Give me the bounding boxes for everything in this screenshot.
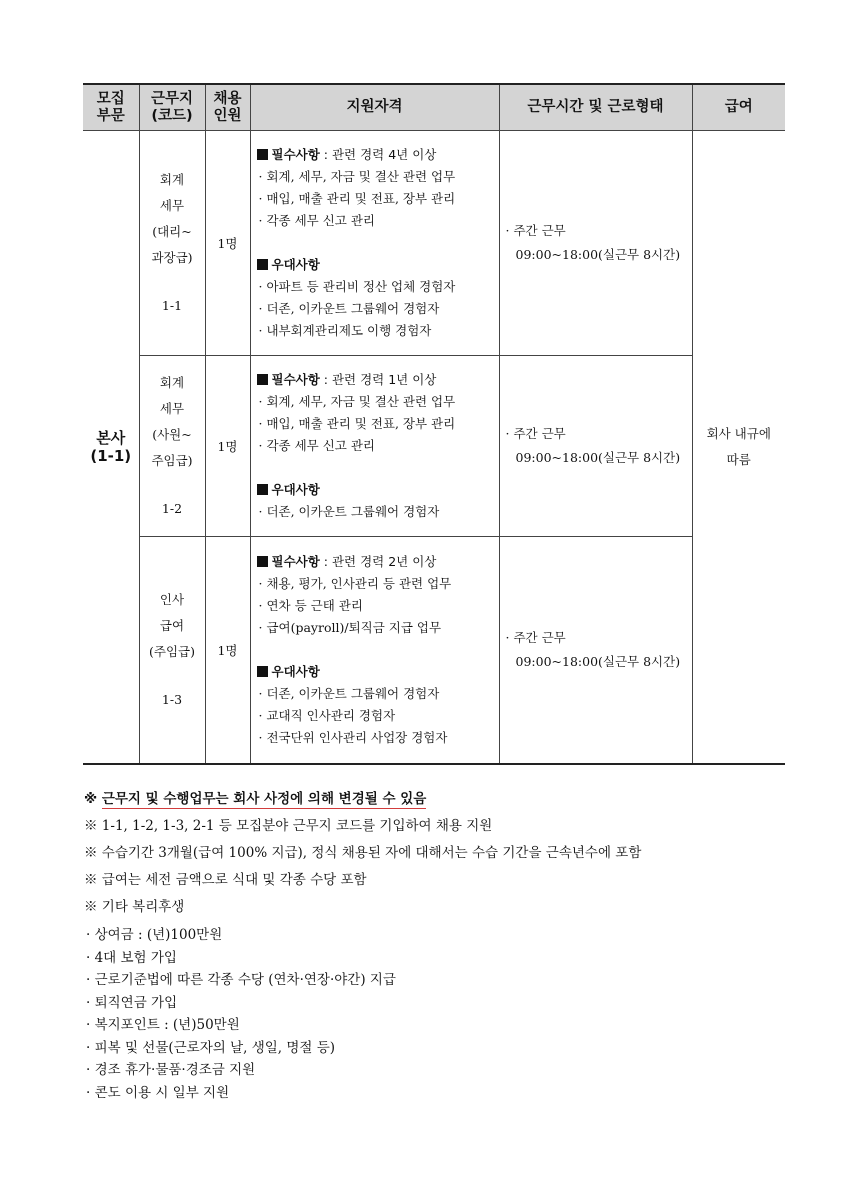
pay-cell: 회사 내규에 따름 bbox=[692, 131, 785, 764]
square-bullet-icon bbox=[257, 666, 268, 677]
list-item: · 상여금 : (년)100만원 bbox=[86, 927, 223, 943]
recruitment-table bbox=[83, 83, 785, 765]
preferred-heading: 우대사항 bbox=[257, 479, 499, 501]
header-pay: 급여 bbox=[692, 84, 785, 131]
list-item: · 4대 보험 가입 bbox=[86, 949, 177, 966]
location-code: 1-1 bbox=[161, 298, 183, 313]
list-item: · 각종 세무 신고 관리 bbox=[258, 438, 375, 453]
qualification-cell bbox=[250, 356, 499, 537]
preferred-heading: 우대사항 bbox=[257, 254, 499, 276]
table-row bbox=[83, 131, 785, 356]
benefits-list bbox=[86, 924, 786, 1104]
list-item: · 내부회계관리제도 이행 경험자 bbox=[258, 323, 432, 338]
list-item: · 콘도 이용 시 일부 지원 bbox=[86, 1084, 230, 1101]
square-bullet-icon bbox=[257, 259, 268, 270]
header-location: 근무지 (코드) bbox=[139, 84, 205, 131]
table-header-row bbox=[83, 84, 785, 131]
header-hours: 근무시간 및 근로형태 bbox=[499, 84, 692, 131]
list-item: · 매입, 매출 관리 및 전표, 장부 관리 bbox=[258, 191, 456, 206]
square-bullet-icon bbox=[257, 556, 268, 567]
list-item: · 근로기준법에 따른 각종 수당 (연차·연장·야간) 지급 bbox=[86, 972, 396, 988]
location-cell: 회계 세무 (대리~ 과장급) 1-1 bbox=[139, 131, 205, 356]
required-heading: 필수사항 : 관련 경력 2년 이상 bbox=[257, 551, 499, 573]
list-item: · 아파트 등 관리비 정산 업체 경험자 bbox=[258, 279, 456, 294]
header-dept: 모집 부문 bbox=[83, 84, 139, 131]
list-item: · 채용, 평가, 인사관리 등 관련 업무 bbox=[258, 575, 452, 591]
table-row bbox=[83, 356, 785, 537]
qualification-cell bbox=[250, 131, 499, 356]
square-bullet-icon bbox=[257, 149, 268, 160]
list-item: · 복지포인트 : (년)50만원 bbox=[86, 1017, 240, 1033]
note-benefits-title: ※ 기타 복리후생 bbox=[84, 899, 185, 915]
list-item: · 교대직 인사관리 경험자 bbox=[258, 707, 396, 723]
list-item: · 퇴직연금 가입 bbox=[86, 994, 178, 1011]
list-item: · 각종 세무 신고 관리 bbox=[258, 213, 375, 228]
count-cell: 1명 bbox=[205, 356, 250, 537]
list-item: · 더존, 이카운트 그룹웨어 경험자 bbox=[258, 504, 440, 519]
list-item: · 매입, 매출 관리 및 전표, 장부 관리 bbox=[258, 416, 456, 431]
count-cell: 1명 bbox=[205, 537, 250, 764]
location-cell: 인사 급여 (주임급) 1-3 bbox=[139, 537, 205, 764]
dept-cell: 본사 (1-1) bbox=[83, 131, 139, 764]
note-change-notice: ※ 근무지 및 수행업무는 회사 사정에 의해 변경될 수 있음 bbox=[84, 791, 427, 807]
note-code: ※ 1-1, 1-2, 1-3, 2-1 등 모집분야 근무지 코드를 기입하여 채용 지원 bbox=[84, 818, 493, 834]
hours-cell: · 주간 근무 09:00~18:00(실근무 8시간) bbox=[499, 537, 692, 764]
location-cell: 회계 세무 (사원~ 주임급) 1-2 bbox=[139, 356, 205, 537]
list-item: · 피복 및 선물(근로자의 날, 생일, 명절 등) bbox=[86, 1039, 336, 1056]
square-bullet-icon bbox=[257, 484, 268, 495]
hours-cell: · 주간 근무 09:00~18:00(실근무 8시간) bbox=[499, 131, 692, 356]
notes-section bbox=[84, 786, 784, 921]
list-item: · 회계, 세무, 자금 및 결산 관련 업무 bbox=[258, 394, 456, 409]
preferred-heading: 우대사항 bbox=[257, 661, 499, 683]
list-item: · 더존, 이카운트 그룹웨어 경험자 bbox=[258, 301, 440, 316]
list-item: · 경조 휴가·물품·경조금 지원 bbox=[86, 1062, 256, 1078]
hours-cell: · 주간 근무 09:00~18:00(실근무 8시간) bbox=[499, 356, 692, 537]
location-code: 1-3 bbox=[161, 691, 183, 707]
list-item: · 전국단위 인사관리 사업장 경험자 bbox=[258, 729, 448, 745]
list-item: · 연차 등 근태 관리 bbox=[258, 597, 363, 613]
location-code: 1-2 bbox=[161, 501, 183, 516]
header-count: 채용 인원 bbox=[205, 84, 250, 131]
note-salary: ※ 급여는 세전 금액으로 식대 및 각종 수당 포함 bbox=[84, 872, 367, 888]
list-item: · 회계, 세무, 자금 및 결산 관련 업무 bbox=[258, 169, 456, 184]
count-cell: 1명 bbox=[205, 131, 250, 356]
square-bullet-icon bbox=[257, 374, 268, 385]
required-heading: 필수사항 : 관련 경력 1년 이상 bbox=[257, 369, 499, 391]
list-item: · 더존, 이카운트 그룹웨어 경험자 bbox=[258, 685, 440, 701]
table-row bbox=[83, 537, 785, 764]
header-qualification: 지원자격 bbox=[250, 84, 499, 131]
qualification-cell bbox=[250, 537, 499, 764]
list-item: · 급여(payroll)/퇴직금 지급 업무 bbox=[258, 619, 442, 635]
required-heading: 필수사항 : 관련 경력 4년 이상 bbox=[257, 144, 499, 166]
note-probation: ※ 수습기간 3개월(급여 100% 지급), 정식 채용된 자에 대해서는 수습 기간을 근속년수에 포함 bbox=[84, 845, 642, 861]
